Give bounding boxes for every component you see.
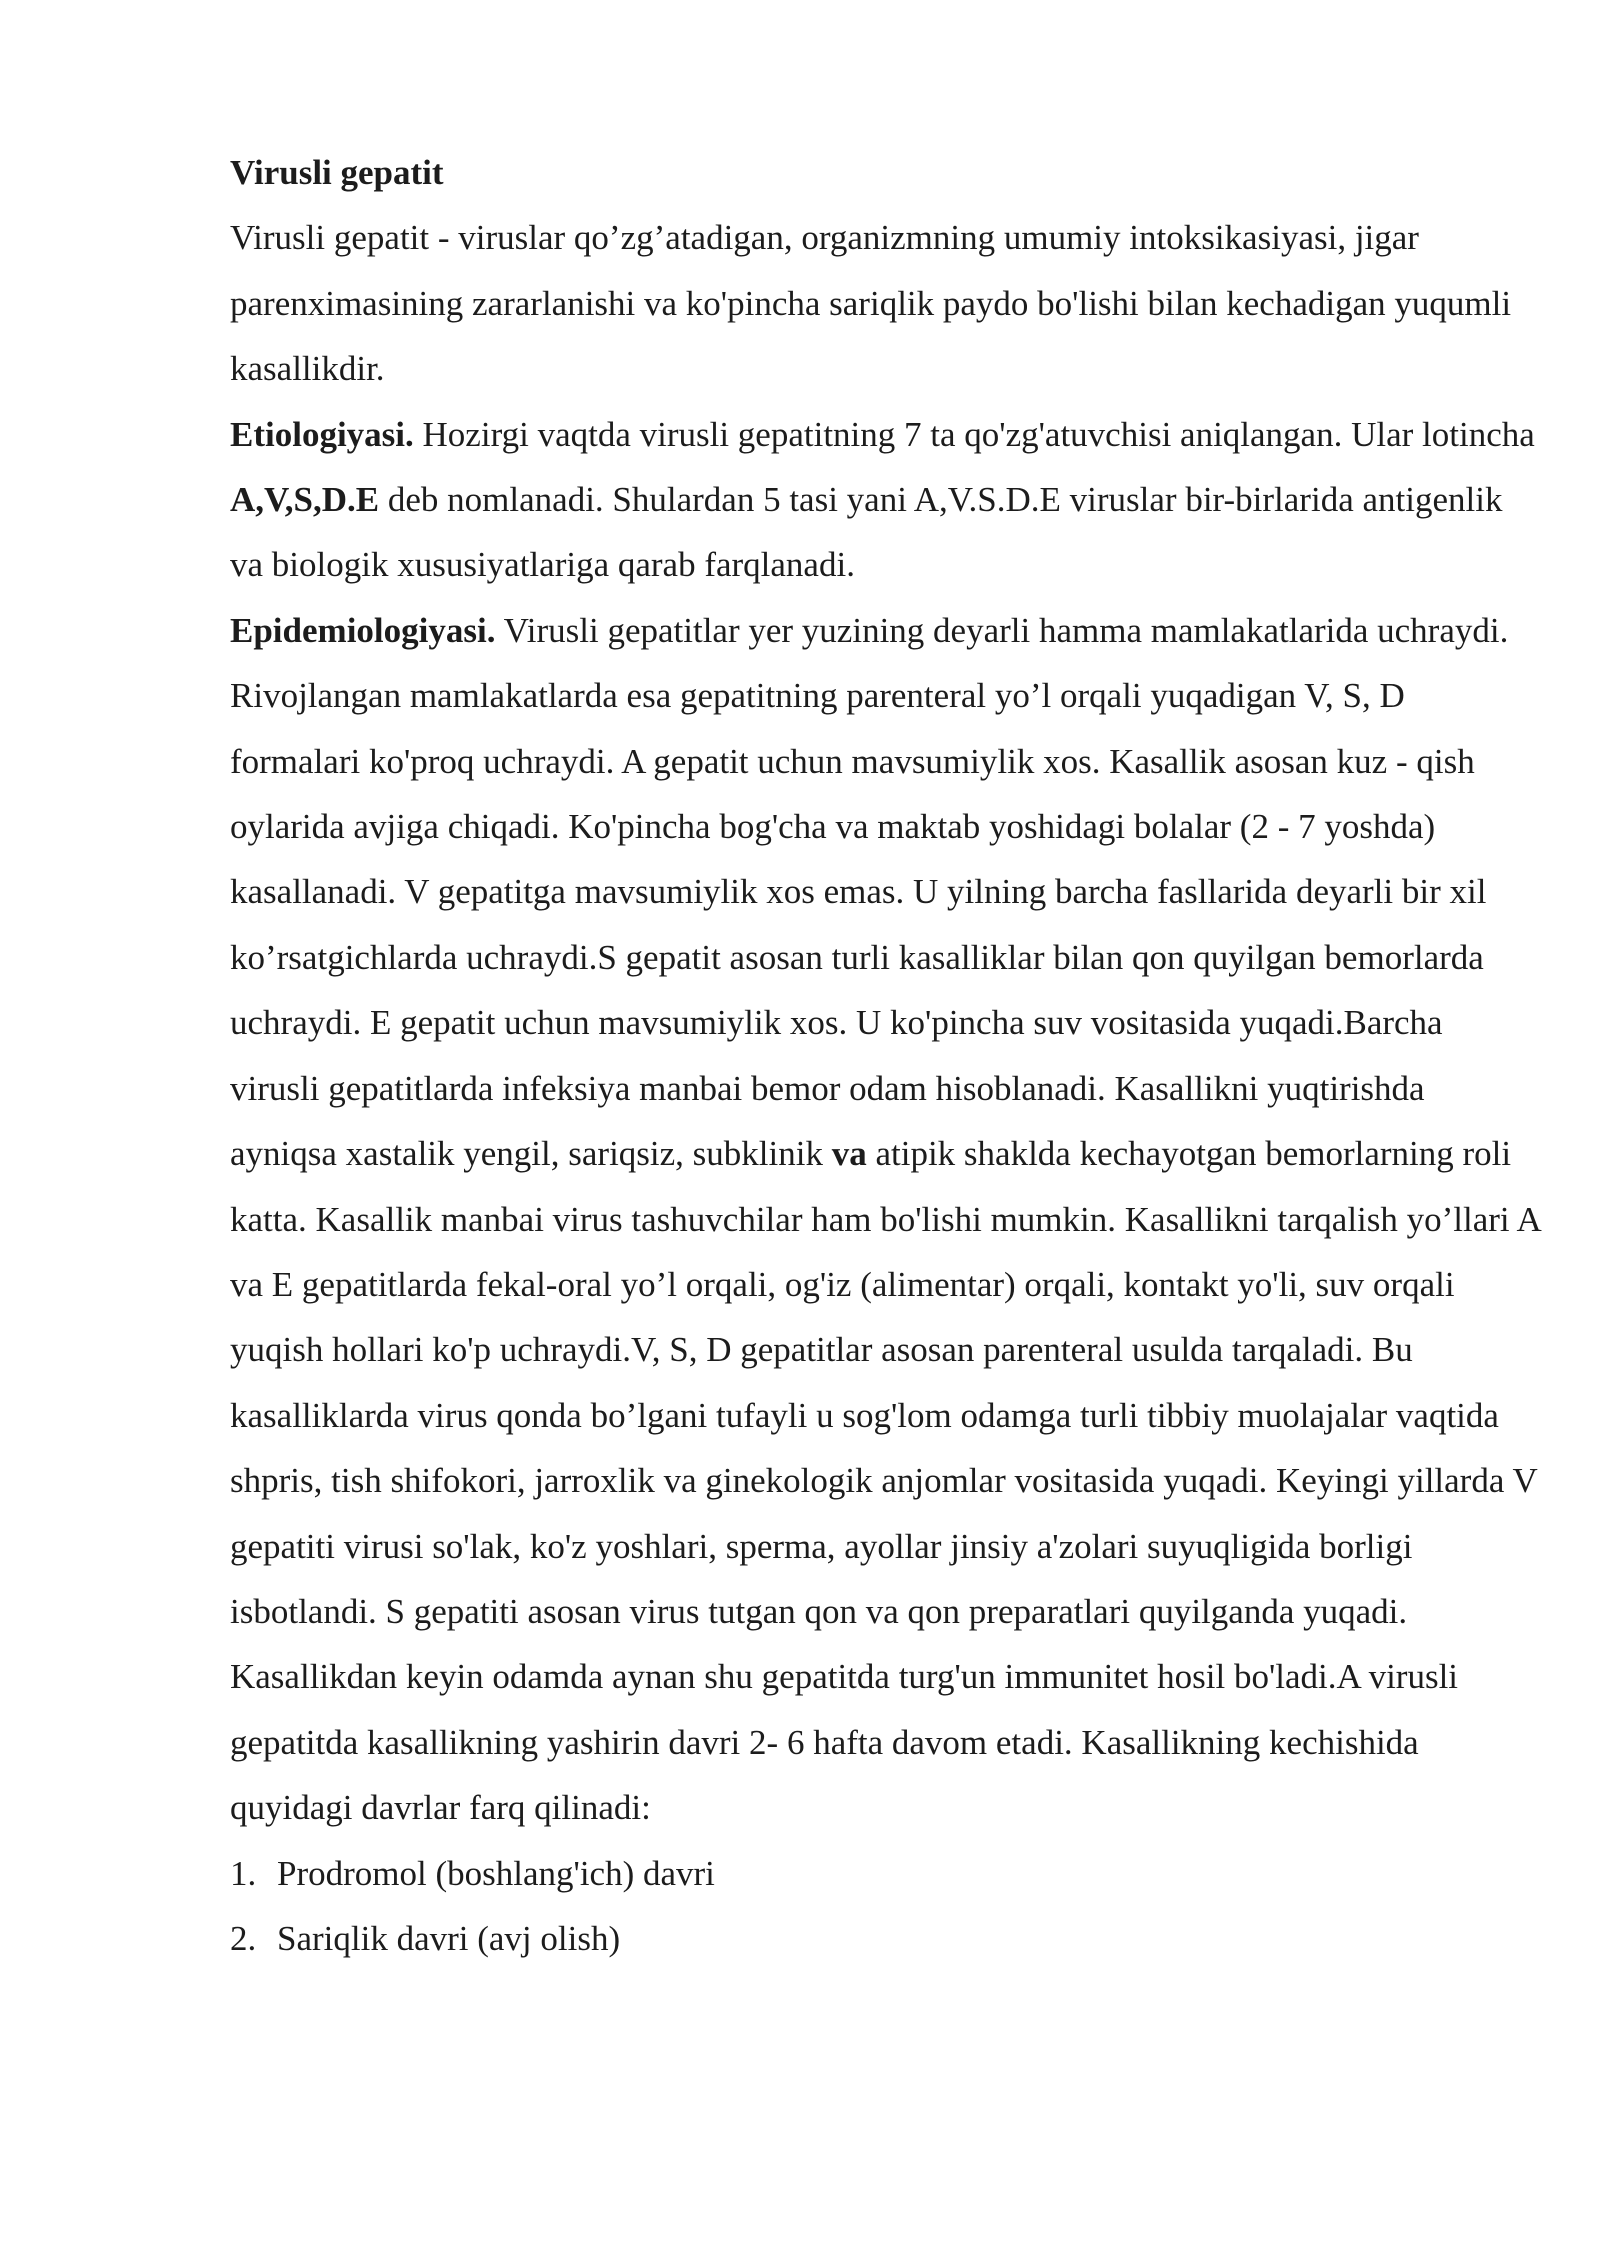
periods-list: [230, 1841, 1540, 1972]
etiology-text-2: deb nomlanadi. Shulardan 5 tasi yani A,V.S.D.E viruslar bir-birlarida antigenlik va biologik xususiyatlariga qarab farqlanadi.: [230, 480, 1503, 585]
list-item-text: Prodromol (boshlang'ich) davri: [277, 1853, 715, 1893]
epidemiology-text-2: atipik shaklda kechayotgan bemorlarning roli katta. Kasallik manbai virus tashuvchilar ham bo'lishi mumkin. Kasallikni tarqalish yo’llari A va E gepatitlarda fekal-oral yo’l orqali, og'iz (alimentar) orqali, kontakt yo'li, suv orqali yuqish hollari ko'p uchraydi.V, S, D gepatitlar asosan parenteral usulda tarqaladi. Bu kasalliklarda virus qonda bo’lgani tufayli u sog'lom odamga turli tibbiy muolajalar vaqtida shpris, tish shifokori, jarroxlik va ginekologik anjomlar vositasida yuqadi. Keyingi yillarda V gepatiti virusi so'lak, ko'z yoshlari, sperma, ayollar jinsiy a'zolari suyuqligida borligi isbotlandi. S gepatiti asosan virus tutgan qon va qon preparatlari quyilganda yuqadi. Kasallikdan keyin odamda aynan shu gepatitda turg'un immunitet hosil bo'ladi.A virusli gepatitda kasallikning yashirin davri 2- 6 hafta davom etadi. Kasallikning kechishida quyidagi davrlar farq qilinadi:: [230, 1134, 1540, 1828]
etiology-paragraph: [230, 402, 1540, 598]
intro-paragraph: Virusli gepatit - viruslar qo’zg’atadigan, organizmning umumiy intoksikasiyasi, jigar parenximasining zararlanishi va ko'pincha sariqlik paydo bo'lishi bilan kechadigan yuqumli kasallikdir.: [230, 218, 1512, 389]
epidemiology-text-1: Virusli gepatitlar yer yuzining deyarli hamma mamlakatlarida uchraydi. Rivojlangan mamlakatlarda esa gepatitning parenteral yo’l orqali yuqadigan V, S, D formalari ko'proq uchraydi. A gepatit uchun mavsumiylik xos. Kasallik asosan kuz - qish oylarida avjiga chiqadi. Ko'pincha bog'cha va maktab yoshidagi bolalar (2 - 7 yoshda) kasallanadi. V gepatitga mavsumiylik xos emas. U yilning barcha fasllarida deyarli bir xil ko’rsatgichlarda uchraydi.S gepatit asosan turli kasalliklar bilan qon quyilgan bemorlarda uchraydi. E gepatit uchun mavsumiylik xos. U ko'pincha suv vositasida yuqadi.Barcha virusli gepatitlarda infeksiya manbai bemor odam hisoblanadi. Kasallikni yuqtirishda ayniqsa xastalik yengil, sariqsiz, subklinik: [230, 610, 1509, 1174]
epidemiology-heading: Epidemiologiyasi.: [230, 610, 496, 650]
etiology-heading: Etiologiyasi.: [230, 414, 414, 454]
list-item-number: 1.: [230, 1853, 257, 1893]
list-item-number: 2.: [230, 1918, 257, 1958]
epidemiology-bold-word: va: [831, 1134, 867, 1174]
epidemiology-paragraph: [230, 598, 1540, 1841]
list-item: [230, 1906, 1540, 1971]
etiology-bold-letters: A,V,S,D.E: [230, 480, 380, 520]
list-item-text: Sariqlik davri (avj olish): [277, 1918, 621, 1958]
list-item: [230, 1841, 1540, 1906]
etiology-text-1: Hozirgi vaqtda virusli gepatitning 7 ta qo'zg'atuvchisi aniqlangan. Ular lotincha: [413, 414, 1535, 454]
document-title: Virusli gepatit: [230, 153, 444, 192]
document-page: [230, 140, 1540, 1971]
